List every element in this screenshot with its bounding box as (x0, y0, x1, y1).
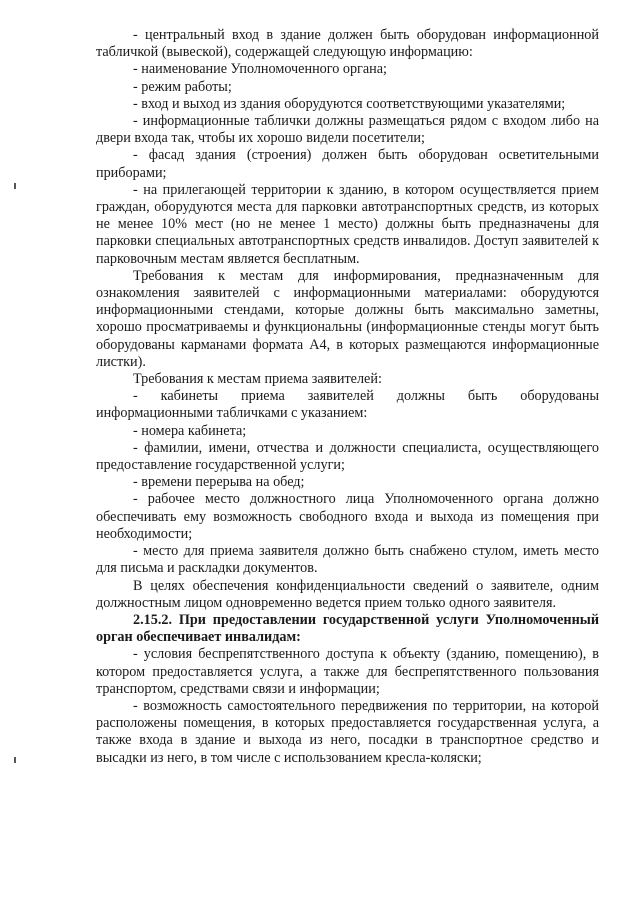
document-paragraph: - рабочее место должностного лица Уполномоченного органа должно обеспечивать ему возможность свободного входа и выхода из помещения при необходимости; (96, 491, 599, 542)
section-heading: 2.15.2. При предоставлении государственной услуги Уполномоченный орган обеспечивает инвалидам: (96, 611, 599, 646)
document-paragraph: - место для приема заявителя должно быть снабжено стулом, иметь место для письма и раскладки документов. (96, 543, 599, 577)
scan-mark (14, 183, 16, 189)
scan-mark (14, 757, 16, 763)
document-paragraph: - режим работы; (133, 78, 232, 95)
document-paragraph: - времени перерыва на обед; (133, 474, 305, 491)
document-paragraph: - условия беспрепятственного доступа к объекту (зданию, помещению), в котором предоставляется услуга, а также для беспрепятственного пользования транспортом, средствами связи и информации; (96, 646, 599, 697)
document-paragraph: - на прилегающей территории к зданию, в котором осуществляется прием граждан, оборудуются места для парковки автотранспортных средств, из которых не менее 10% мест (но не менее 1 место) должны быть предназначены для парковки специальных автотранспортных средств инвалидов. Доступ заявителей к парковочным местам является бесплатным. (96, 181, 599, 267)
document-paragraph: - вход и выход из здания оборудуются соответствующими указателями; (133, 95, 566, 112)
document-paragraph: - номера кабинета; (133, 422, 247, 439)
document-paragraph: Требования к местам приема заявителей: (133, 371, 382, 388)
document-paragraph: - центральный вход в здание должен быть оборудован информационной табличкой (вывеской), содержащей следующую информацию: (96, 27, 599, 61)
document-body (96, 27, 599, 767)
document-paragraph: Требования к местам для информирования, предназначенным для ознакомления заявителей с информационными материалами: оборудуются информационными стендами, которые должны быть максимально заметны, хорошо просматриваемы и функциональны (информационные стенды могут быть оборудованы карманами формата А4, в которых размещаются информационные листки). (96, 267, 599, 370)
document-paragraph: - наименование Уполномоченного органа; (133, 61, 388, 78)
document-paragraph: - кабинеты приема заявителей должны быть оборудованы информационными табличками с указанием: (96, 388, 599, 422)
document-paragraph: - фасад здания (строения) должен быть оборудован осветительными приборами; (96, 147, 599, 181)
document-paragraph: - фамилии, имени, отчества и должности специалиста, осуществляющего предоставление государственной услуги; (96, 439, 599, 474)
document-paragraph: В целях обеспечения конфиденциальности сведений о заявителе, одним должностным лицом одновременно ведется прием только одного заявителя. (96, 577, 599, 611)
document-paragraph: - возможность самостоятельного передвижения по территории, на которой расположены помещения, в которых предоставляется государственная услуга, а также входа в здание и выхода из него, посадки в транспортное средство и высадки из него, в том числе с использованием кресла-коляски; (96, 697, 599, 766)
document-paragraph: - информационные таблички должны размещаться рядом с входом либо на двери входа так, чтобы их хорошо видели посетители; (96, 113, 599, 147)
